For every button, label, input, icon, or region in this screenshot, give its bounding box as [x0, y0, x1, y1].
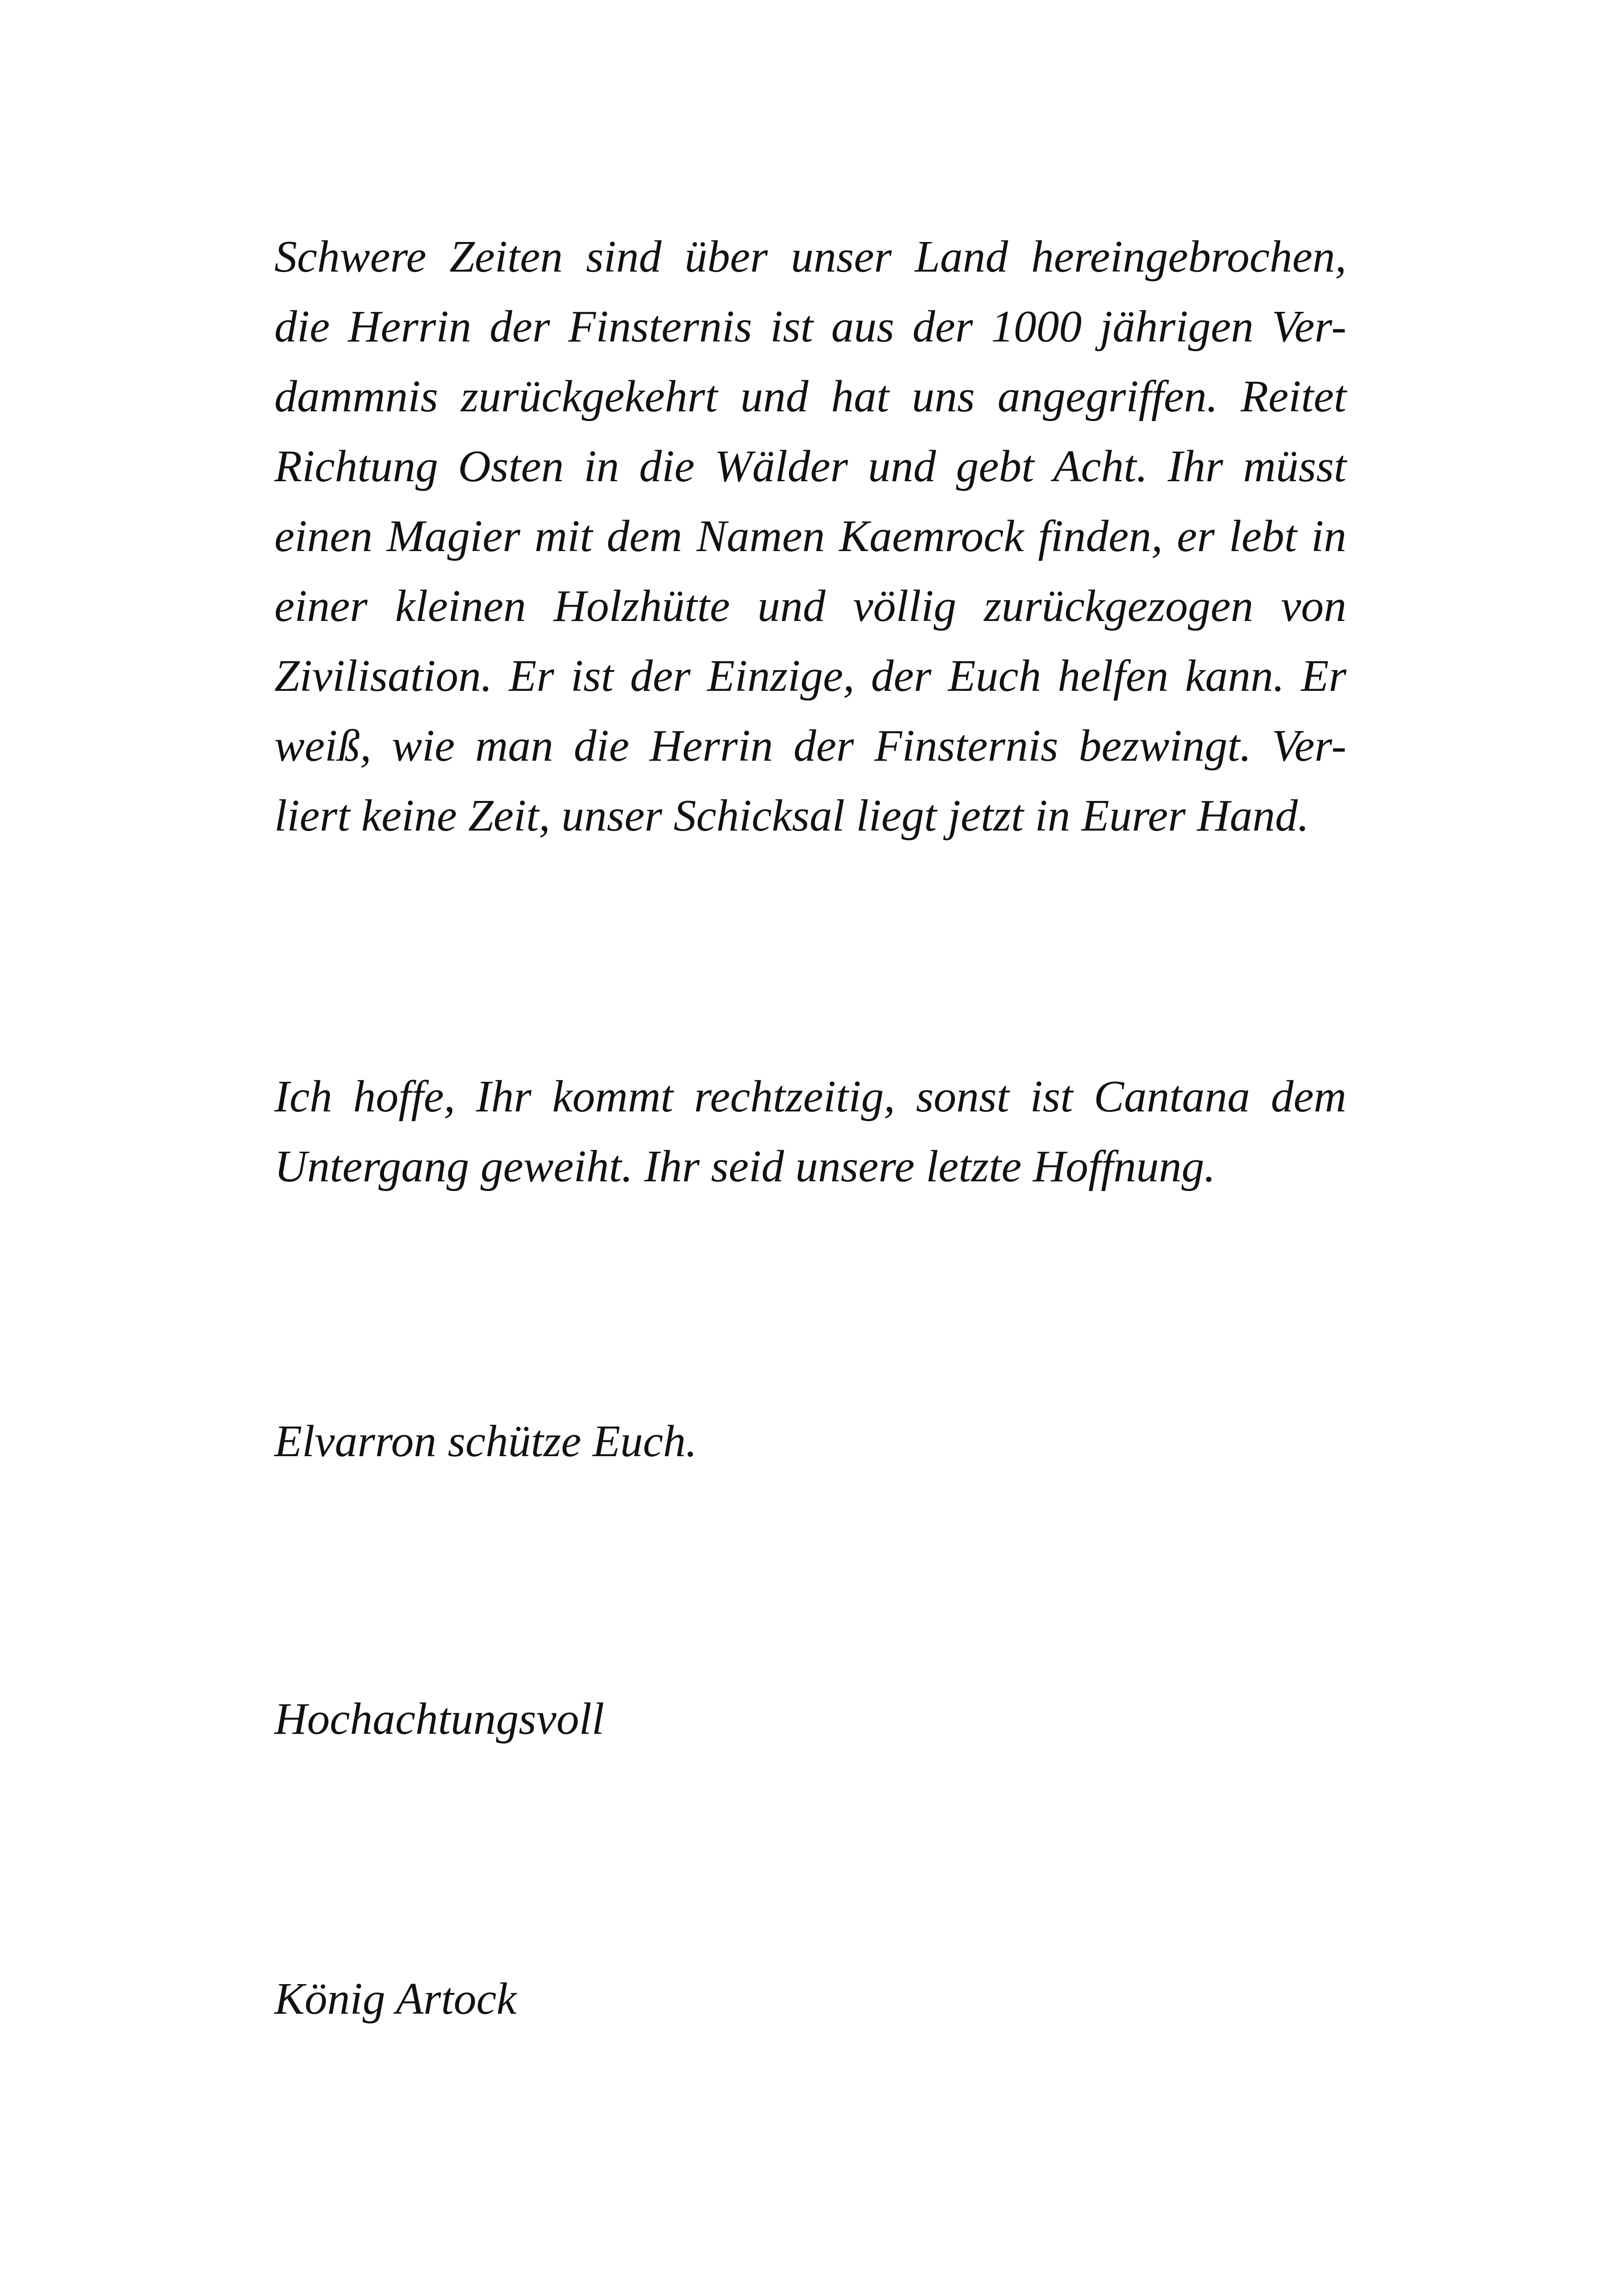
letter-closing: Hochachtungsvoll	[274, 1694, 605, 1744]
paragraph-line: Schwere Zeiten sind über unser Land hereingebrochen,	[274, 232, 1346, 282]
paragraph-line: einen Magier mit dem Namen Kaemrock finden, er lebt in	[274, 511, 1346, 561]
paragraph-line: die Herrin der Finsternis ist aus der 1000 jährigen Ver-	[274, 302, 1346, 352]
letter-blessing: Elvarron schütze Euch.	[274, 1416, 697, 1466]
paragraph-line: Untergang geweiht. Ihr seid unsere letzte Hoffnung.	[274, 1142, 1216, 1191]
paragraph-line: Ich hoffe, Ihr kommt rechtzeitig, sonst ist Cantana dem	[274, 1072, 1346, 1122]
paragraph-line: einer kleinen Holzhütte und völlig zurückgezogen von	[274, 581, 1346, 631]
paragraph-line: dammnis zurückgekehrt und hat uns angegriffen. Reitet	[274, 372, 1346, 422]
letter-signature: König Artock	[274, 1974, 517, 2024]
paragraph-line: weiß, wie man die Herrin der Finsternis bezwingt. Ver-	[274, 721, 1346, 771]
paragraph-line: Zivilisation. Er ist der Einzige, der Euch helfen kann. Er	[274, 651, 1346, 701]
paragraph-line: liert keine Zeit, unser Schicksal liegt jetzt in Eurer Hand.	[274, 791, 1309, 841]
letter-paragraph-hope	[274, 1062, 1346, 1202]
letter-paragraph-main	[274, 222, 1346, 851]
paragraph-line: Richtung Osten in die Wälder und gebt Acht. Ihr müsst	[274, 441, 1346, 491]
